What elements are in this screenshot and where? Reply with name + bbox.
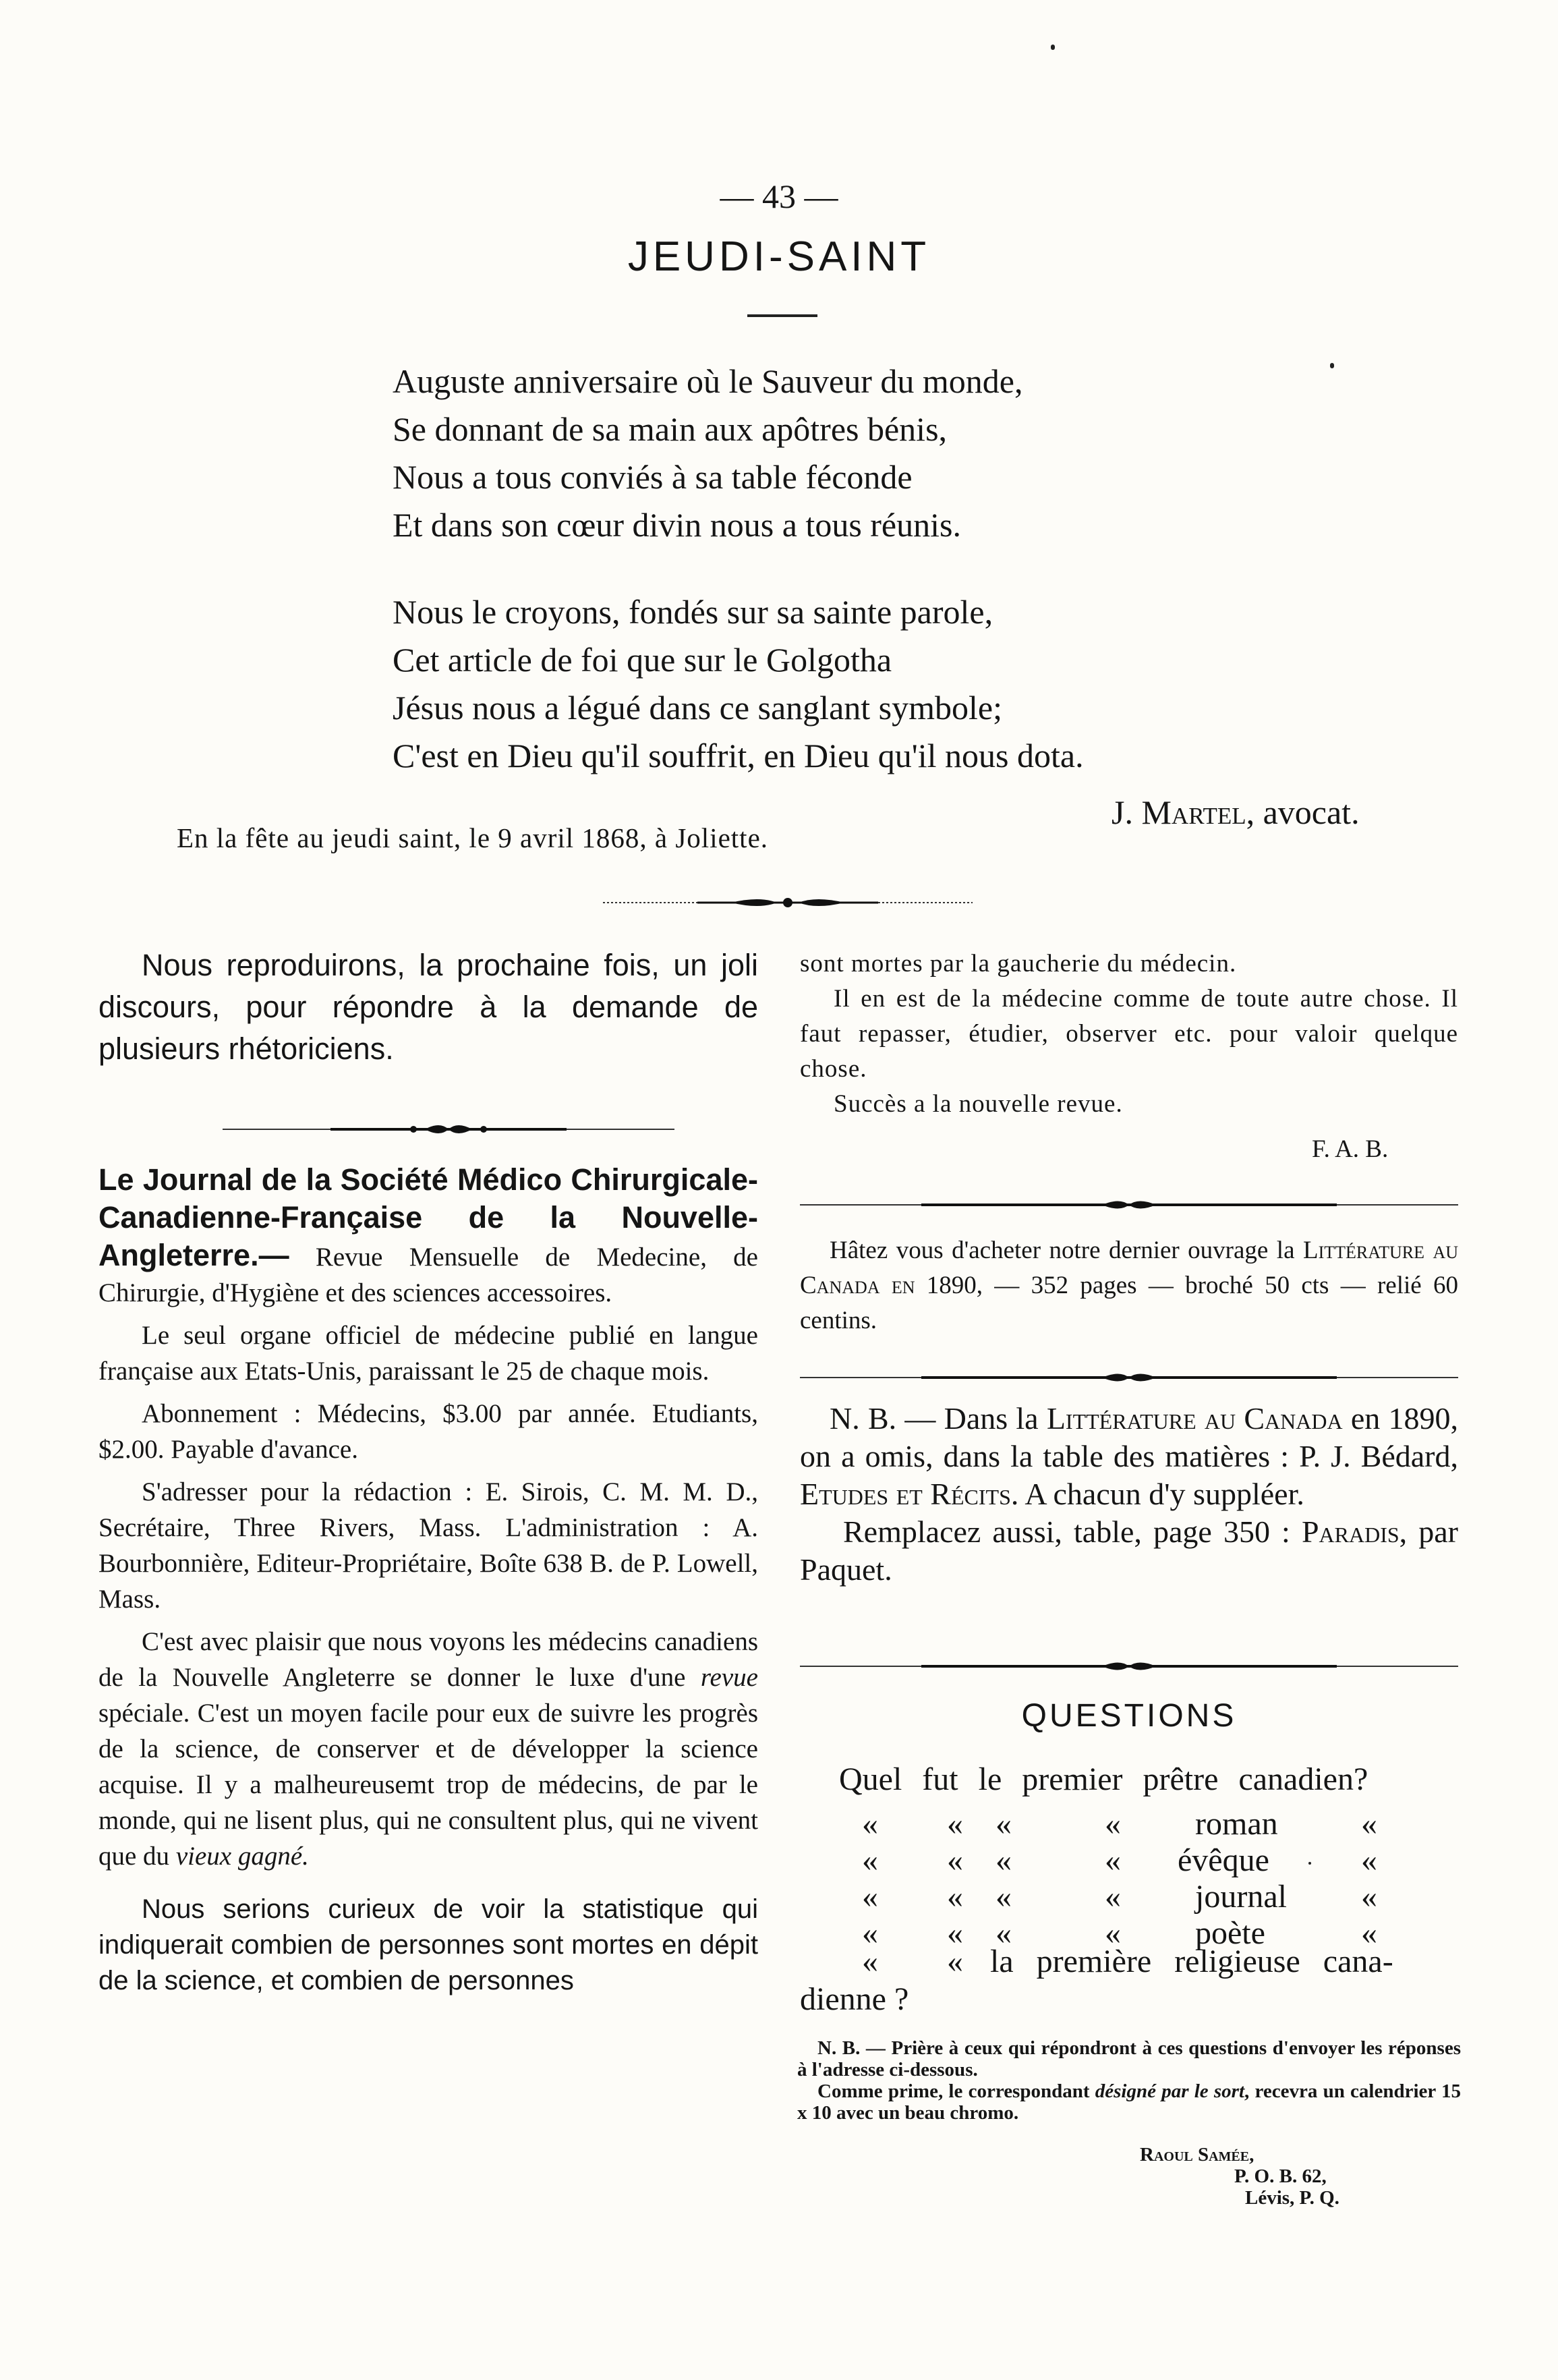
ditto-mark: « [947, 1944, 963, 1979]
poem-line: Se donnant de sa main aux apôtres bénis, [393, 410, 948, 448]
print-speck [1308, 1862, 1311, 1865]
author-name: Martel [1141, 793, 1246, 831]
section-ornament [800, 1198, 1458, 1212]
ditto-mark: « [862, 1915, 878, 1951]
ditto-mark: « [996, 1806, 1012, 1842]
question-word: poète [1195, 1915, 1265, 1951]
continuation-line: sont mortes par la gaucherie du médecin. [800, 950, 1237, 978]
poem-line: Auguste anniversaire où le Sauveur du monde, [393, 362, 1023, 400]
poem-stanza-1 [393, 358, 1022, 549]
journal-text: spéciale. C'est un moyen facile pour eux de suivre les progrès de la science, de conserver et de développer la science acquise. Il y a malheureusemt trop de médecins, de par le monde, qui ne lisent plus, qui ne consultent plus, qui ne vivent que du [98, 1699, 758, 1871]
poem-line: Nous le croyons, fondés sur sa sainte parole, [393, 593, 993, 631]
section-ornament [223, 1123, 674, 1136]
author-role: , avocat. [1246, 793, 1360, 831]
poem-line: Cet article de foi que sur le Golgotha [393, 641, 892, 679]
continuation-signature: F. A. B. [1312, 1135, 1389, 1163]
question-row [800, 1943, 1458, 1981]
footnote-line: N. B. — Prière à ceux qui répondront à ces questions d'envoyer les réponses à l'adresse ci-dessous. [797, 2037, 1461, 2080]
nb-work-title: Etudes et Récits [800, 1477, 1011, 1511]
nb-correction [800, 1400, 1458, 1589]
footnote-signature-box: P. O. B. 62, [1234, 2165, 1327, 2187]
ditto-mark: « [1105, 1806, 1121, 1842]
poem-title: JEUDI-SAINT [627, 233, 931, 280]
journal-text: C'est avec plaisir que nous voyons les médecins canadiens de la Nouvelle Angleterre se donner le luxe d'une [98, 1627, 758, 1692]
author-initial: J. [1112, 793, 1133, 831]
ditto-mark: « [862, 1842, 878, 1878]
print-speck [1330, 363, 1334, 368]
ditto-mark: « [1361, 1915, 1377, 1951]
poem-dateline: En la fête au jeudi saint, le 9 avril 1868, à Joliette. [177, 822, 769, 853]
journal-paragraph: Abonnement : Médecins, $3.00 par année. Etudiants, $2.00. Payable d'avance. [98, 1399, 758, 1464]
nb-part: en 1890, on a omis, dans la table des matières : P. J. Bédard, [800, 1401, 1459, 1473]
questions-title: QUESTIONS [1021, 1698, 1237, 1734]
journal-paragraph: S'adresser pour la rédaction : E. Sirois, C. M. M. D., Secrétaire, Three Rivers, Mass. L'administration : A. Bourbonnière, Editeur-Propriétaire, Boîte 638 B. de P. Lowell, Mass. [98, 1477, 758, 1614]
title-rule [747, 314, 817, 317]
announcement-text: Nous reproduirons, la prochaine fois, un joli discours, pour répondre à la demande de plusieurs rhétoriciens. [98, 948, 758, 1066]
journal-paragraph: Le seul organe officiel de médecine publié en langue française aux Etats-Unis, paraissant le 25 de chaque mois. [98, 1321, 758, 1386]
nb-book-title: Littérature au Canada [1046, 1401, 1343, 1436]
ditto-mark: « [862, 1879, 878, 1915]
notice-part: Hâtez vous d'acheter notre dernier ouvrage la [830, 1237, 1303, 1264]
notice-book-title: Littérature au Canada en 1890 [800, 1237, 1458, 1299]
question-last [800, 1943, 1458, 2018]
ditto-mark: « [947, 1879, 963, 1915]
ditto-mark: « [862, 1806, 878, 1842]
questions-footnote [797, 2037, 1461, 2124]
ditto-mark: « [996, 1879, 1012, 1915]
poem-line: Et dans son cœur divin nous a tous réunis. [393, 506, 961, 544]
continuation-paragraph: Il en est de la médecine comme de toute autre chose. Il faut repasser, étudier, observer etc. pour valoir quelque chose. [800, 985, 1458, 1083]
question-word: roman [1195, 1806, 1278, 1842]
notice-part: , — 352 pages — broché 50 cts — relié 60 centins. [800, 1272, 1458, 1334]
ditto-mark: « [947, 1842, 963, 1878]
ditto-mark: « [1105, 1879, 1121, 1915]
page-number: — 43 — [720, 177, 838, 215]
nb-part: , par Paquet. [800, 1514, 1458, 1587]
nb-word: Paradis [1301, 1514, 1400, 1549]
continuation-paragraph: Succès a la nouvelle revue. [834, 1090, 1123, 1118]
journal-paragraph [98, 1624, 758, 1874]
journal-italic: vieux gagné. [175, 1842, 309, 1871]
footnote-signature-name: Raoul Samée, [1140, 2144, 1254, 2165]
poem-line: Jésus nous a légué dans ce sanglant symbole; [393, 689, 1002, 727]
journal-article [98, 1162, 758, 1999]
poem-line: C'est en Dieu qu'il souffrit, en Dieu qu'il nous dota. [393, 737, 1084, 774]
footnote-part: Comme prime, le correspondant [817, 2080, 1095, 2102]
question-row [800, 1805, 1458, 1842]
question-word: évêque [1178, 1842, 1269, 1878]
announcement [98, 944, 758, 1070]
ditto-mark: « [1361, 1879, 1377, 1915]
poem-line: Nous a tous conviés à sa table féconde [393, 458, 913, 496]
notice-text [800, 1233, 1458, 1338]
question-word: la première religieuse cana- [990, 1944, 1393, 1979]
ditto-mark: « [947, 1806, 963, 1842]
question-word: journal [1195, 1879, 1287, 1915]
poem-stanza-2 [393, 588, 1084, 780]
journal-heading [98, 1162, 758, 1311]
section-ornament [800, 1371, 1458, 1384]
book-notice [800, 1233, 1458, 1338]
journal-italic: revue [700, 1663, 758, 1692]
ditto-mark: « [1361, 1806, 1377, 1842]
question-line: Quel fut le premier prêtre canadien? [839, 1761, 1368, 1797]
footnote-part: , recevra un calendrier 15 x 10 avec un beau chromo. [797, 2080, 1461, 2124]
print-speck [1051, 45, 1055, 50]
nb-paragraph [800, 1400, 1458, 1513]
ditto-mark: « [1361, 1842, 1377, 1878]
ditto-mark: « [1105, 1842, 1121, 1878]
section-ornament [800, 1660, 1458, 1673]
journal-title: Le Journal de la Société Médico Chirurgicale-Canadienne-Française de la Nouvelle-Angleterre.— [98, 1162, 758, 1272]
journal-paragraph: Nous serions curieux de voir la statistique qui indiquerait combien de personnes sont mortes en dépit de la science, et combien de personnes [98, 1894, 758, 1995]
footnote-line [797, 2080, 1461, 2124]
footnote-signature-city: Lévis, P. Q. [1245, 2187, 1339, 2209]
ditto-mark: « [996, 1915, 1012, 1951]
footnote-italic: désigné par le sort [1095, 2080, 1245, 2102]
nb-part: . A chacun d'y suppléer. [1010, 1477, 1304, 1511]
ditto-mark: « [862, 1944, 878, 1979]
journal-subtitle: Revue Mensuelle de Medecine, de Chirurgie, d'Hygiène et des sciences accessoires. [98, 1243, 758, 1307]
ditto-mark: « [1105, 1915, 1121, 1951]
question-row [800, 1842, 1458, 1878]
nb-part: Remplacez aussi, table, page 350 : [843, 1514, 1302, 1549]
question-word: dienne ? [800, 1981, 909, 2017]
question-row [800, 1878, 1458, 1915]
poem-author [1112, 793, 1360, 832]
ditto-mark: « [996, 1842, 1012, 1878]
section-ornament [603, 896, 973, 909]
nb-paragraph [800, 1513, 1458, 1589]
article-continuation [800, 946, 1458, 1122]
nb-part: N. B. — Dans la [830, 1401, 1047, 1436]
ditto-mark: « [947, 1915, 963, 1951]
